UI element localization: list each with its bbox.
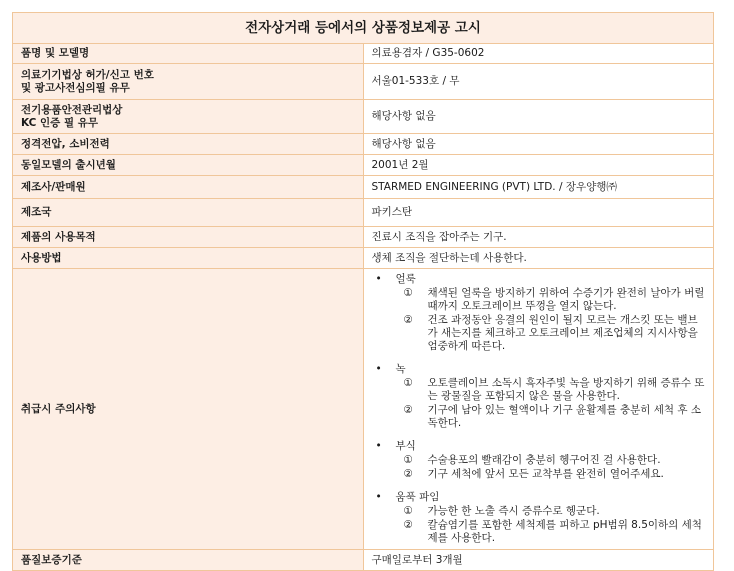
bullet-icon: •: [375, 273, 382, 285]
section-title: 부식: [395, 440, 416, 452]
list-item: [372, 505, 706, 518]
item-number: ①: [403, 377, 413, 389]
table-row: [13, 155, 714, 176]
item-text: 수술용포의 빨래감이 충분히 헹구어진 걸 사용한다.: [427, 454, 661, 466]
bullet-icon: •: [375, 363, 382, 375]
row-value-purpose: 진료시 조직을 잡아주는 기구.: [363, 227, 714, 248]
table-row: [13, 269, 714, 550]
row-label-license-number: [13, 64, 364, 100]
label-line: KC 인증 필 유무: [21, 116, 99, 129]
list-item: [372, 404, 706, 430]
row-label-manufacturer: 제조사/판매원: [13, 176, 364, 199]
bullet-icon: •: [375, 440, 382, 452]
item-number: ②: [403, 314, 413, 326]
item-text: 기구에 남아 있는 혈액이나 기구 윤활제를 충분히 세척 후 소독한다.: [427, 404, 701, 429]
list-item: [372, 519, 706, 545]
bullet-icon: •: [375, 491, 382, 503]
label-line: 및 광고사전심의필 유무: [21, 81, 130, 94]
item-number: ②: [403, 519, 413, 531]
title-row: [13, 13, 714, 44]
item-number: ②: [403, 404, 413, 416]
item-number: ①: [403, 287, 413, 299]
label-line: 의료기기법상 허가/신고 번호: [21, 68, 154, 81]
row-label-usage: 사용방법: [13, 248, 364, 269]
item-text: 기구 세척에 앞서 모든 교착부를 완전히 열어주세요.: [427, 468, 664, 480]
row-label-warranty: 품질보증기준: [13, 550, 364, 571]
row-value-manufacturer: STARMED ENGINEERING (PVT) LTD. / 장우양행㈜: [363, 176, 714, 199]
row-label-kc-cert: [13, 100, 364, 134]
row-value-release-date: 2001년 2월: [363, 155, 714, 176]
page-title: 전자상거래 등에서의 상품정보제공 고시: [13, 13, 714, 44]
table-row: [13, 227, 714, 248]
precaution-section: [372, 491, 706, 545]
row-value-product-name: 의료용겸자 / G35-0602: [363, 44, 714, 64]
row-label-voltage: 정격전압, 소비전력: [13, 134, 364, 155]
item-text: 가능한 한 노출 즉시 증류수로 헹군다.: [427, 505, 600, 517]
table-row: [13, 248, 714, 269]
item-number: ②: [403, 468, 413, 480]
table-row: [13, 44, 714, 64]
row-value-country: 파키스탄: [363, 199, 714, 227]
item-text: 오토클레이브 소독시 흑자주빛 녹을 방지하기 위해 증류수 또는 광물질을 포함되지 않은 물을 사용한다.: [427, 377, 705, 402]
row-label-product-name: 품명 및 모델명: [13, 44, 364, 64]
item-text: 채색된 얼룩을 방지하기 위하여 수증기가 완전히 날아가 버릴 때까지 오토크레이브 뚜껑을 열지 않는다.: [427, 287, 705, 312]
row-label-country: 제조국: [13, 199, 364, 227]
item-number: ①: [403, 505, 413, 517]
list-item: [372, 377, 706, 403]
table-row: [13, 176, 714, 199]
precaution-section: [372, 440, 706, 481]
section-title: 움푹 파임: [395, 491, 440, 503]
row-value-precautions: [363, 269, 714, 550]
table-row: [13, 100, 714, 134]
list-item: [372, 454, 706, 467]
product-info-notice: [12, 12, 714, 571]
list-item: [372, 468, 706, 481]
table-row: [13, 64, 714, 100]
notice-table: [12, 12, 714, 571]
row-value-license-number: 서울01-533호 / 무: [363, 64, 714, 100]
precaution-section: [372, 273, 706, 353]
item-text: 칼슘염기를 포함한 세척제를 피하고 pH범위 8.5이하의 세척제를 사용한다.: [427, 519, 702, 544]
row-value-usage: 생체 조직을 절단하는데 사용한다.: [363, 248, 714, 269]
list-item: [372, 287, 706, 313]
table-row: [13, 199, 714, 227]
section-title: 얼룩: [395, 273, 416, 285]
label-line: 전기용품안전관리법상: [21, 103, 123, 116]
row-value-kc-cert: 해당사항 없음: [363, 100, 714, 134]
precaution-section: [372, 363, 706, 430]
item-number: ①: [403, 454, 413, 466]
row-value-voltage: 해당사항 없음: [363, 134, 714, 155]
table-row: [13, 134, 714, 155]
row-label-release-date: 동일모델의 출시년월: [13, 155, 364, 176]
item-text: 건조 과정동안 응결의 원인이 될지 모르는 개스킷 또는 밸브가 새는지를 체크하고 오토크레이브 제조업체의 지시사항을 엄중하게 따른다.: [427, 314, 698, 352]
row-label-precautions: 취급시 주의사항: [13, 269, 364, 550]
list-item: [372, 314, 706, 353]
row-label-purpose: 제품의 사용목적: [13, 227, 364, 248]
table-row: [13, 550, 714, 571]
row-value-warranty: 구매일로부터 3개월: [363, 550, 714, 571]
section-title: 녹: [395, 363, 406, 375]
